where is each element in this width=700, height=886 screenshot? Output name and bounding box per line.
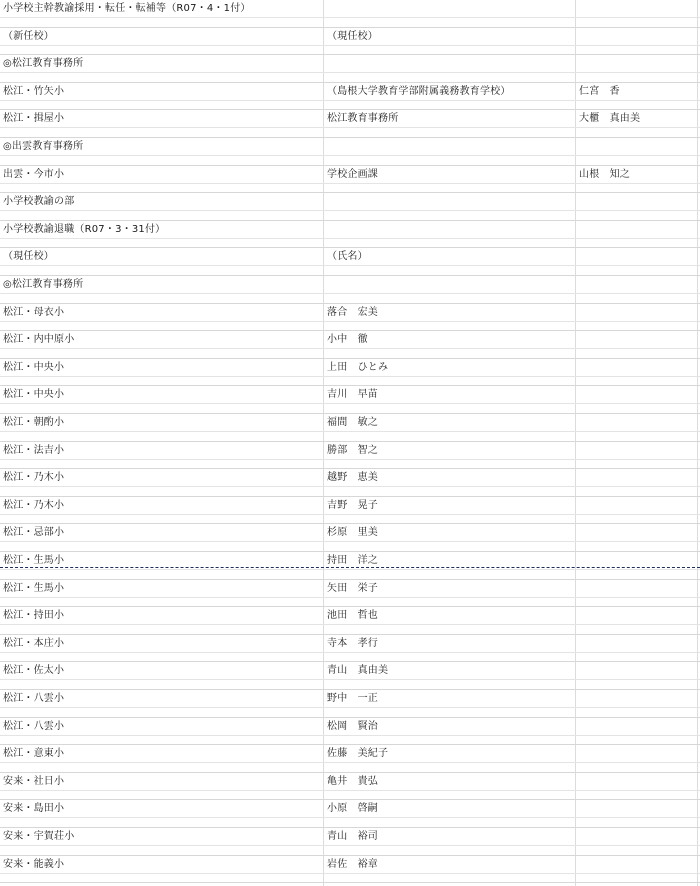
table-row [0,773,700,801]
cell-origin-or-name[interactable]: 小中 徹 [327,334,368,346]
cell-name[interactable] [576,442,699,459]
cell-name[interactable] [576,248,699,265]
cell-origin-or-name[interactable]: 上田 ひとみ [327,361,389,373]
cell-origin-or-name[interactable]: 矢田 栄子 [327,582,378,594]
cell-school[interactable]: 松江・朝酌小 [3,417,65,428]
row-subline [0,597,700,598]
cell-origin-or-name[interactable]: 吉野 晃子 [327,499,378,511]
row-subline [0,459,700,460]
row-subline [0,45,700,46]
cell-school[interactable]: ◎出雲教育事務所 [3,141,84,152]
table-row [0,580,700,608]
cell-school[interactable]: 松江・母衣小 [3,306,65,318]
cell-origin-or-name[interactable]: 松岡 賢治 [327,720,378,732]
row-subline [0,873,700,874]
row-subline [0,431,700,432]
cell-school[interactable]: 出雲・今市小 [3,168,65,180]
cell-name[interactable] [576,773,699,790]
cell-origin-or-name[interactable]: 吉川 早苗 [327,389,378,401]
cell-name[interactable] [576,0,699,17]
table-row [0,138,700,166]
table-row [0,497,700,525]
cell-school[interactable]: 小学校教諭の部 [3,196,75,208]
table-row [0,469,700,497]
cell-origin-or-name[interactable] [324,221,575,238]
cell-name[interactable] [576,193,699,210]
row-subline [0,569,700,570]
cell-name[interactable] [576,800,699,817]
cell-name[interactable] [576,828,699,845]
cell-school[interactable]: ◎松江教育事務所 [3,279,84,290]
row-subline [0,514,700,515]
cell-name[interactable] [576,414,699,431]
cell-school[interactable]: 松江・忌部小 [3,527,65,539]
table-row [0,828,700,856]
table-row [0,304,700,332]
cell-school[interactable]: ◎松江教育事務所 [3,58,84,70]
cell-origin-or-name[interactable]: 越野 恵美 [327,472,378,484]
cell-school[interactable]: 松江・生馬小 [3,555,65,566]
cell-name[interactable] [576,221,699,238]
table-row [0,166,700,194]
cell-school[interactable]: 小学校教諭退職（R07・3・31付） [3,223,166,235]
table-row [0,221,700,249]
cell-name[interactable] [576,359,699,376]
cell-origin-or-name[interactable]: （島根大学教育学部附属義務教育学校） [327,85,511,97]
cell-name[interactable] [576,304,699,321]
cell-origin-or-name[interactable] [324,0,575,17]
cell-school[interactable]: 安来・能義小 [3,858,65,870]
row-subline [0,100,700,101]
table-row [0,248,700,276]
cell-name[interactable]: 山根 知之 [579,168,630,180]
cell-origin-or-name[interactable]: 持田 洋之 [327,555,378,566]
cell-name[interactable] [576,138,699,155]
row-subline [0,265,700,266]
cell-school[interactable]: 松江・中央小 [3,361,65,373]
cell-school[interactable]: 小学校主幹教諭採用・転任・転補等（R07・4・1付） [3,3,251,14]
cell-origin-or-name[interactable] [324,55,575,72]
cell-school[interactable]: 松江・内中原小 [3,334,75,346]
cell-school[interactable]: 松江・意東小 [3,748,65,760]
cell-origin-or-name[interactable]: 落合 宏美 [327,306,378,318]
table-row [0,662,700,690]
table-row [0,800,700,828]
cell-origin-or-name[interactable]: 杉原 里美 [327,527,378,539]
row-subline [0,817,700,818]
cell-school[interactable]: 松江・本庄小 [3,637,65,649]
cell-name[interactable] [576,497,699,514]
row-subline [0,155,700,156]
table-row [0,718,700,746]
table-row [0,745,700,773]
cell-school[interactable]: 松江・乃木小 [3,499,65,511]
table-row [0,552,700,580]
cell-origin-or-name[interactable]: 福間 敏之 [327,417,378,428]
row-subline [0,183,700,184]
row-subline [0,210,700,211]
cell-origin-or-name[interactable]: 松江教育事務所 [327,113,399,125]
cell-name[interactable] [576,607,699,624]
row-subline [0,376,700,377]
row-subline [0,790,700,791]
row-subline [0,127,700,128]
cell-origin-or-name[interactable] [324,138,575,155]
cell-origin-or-name[interactable] [324,276,575,293]
page-break-line [0,567,700,568]
cell-school[interactable]: 松江・揖屋小 [3,113,65,125]
cell-name[interactable] [576,718,699,735]
row-subline [0,541,700,542]
cell-school[interactable]: 松江・乃木小 [3,472,65,484]
cell-school[interactable]: 松江・八雲小 [3,720,65,732]
cell-name[interactable] [576,856,699,873]
table-row [0,442,700,470]
cell-origin-or-name[interactable]: 池田 哲也 [327,610,378,622]
cell-school[interactable]: 松江・持田小 [3,610,65,622]
row-subline [0,624,700,625]
cell-origin-or-name[interactable]: （氏名） [327,251,368,263]
row-subline [0,762,700,763]
table-row [0,386,700,414]
table-row [0,856,700,884]
cell-school[interactable]: 松江・法吉小 [3,444,65,456]
cell-school[interactable]: 安来・社日小 [3,775,65,787]
row-subline [0,348,700,349]
table-row [0,635,700,663]
row-subline [0,486,700,487]
cell-origin-or-name[interactable]: 岩佐 裕章 [327,858,378,870]
cell-origin-or-name[interactable]: 寺本 孝行 [327,637,378,649]
cell-origin-or-name[interactable]: 野中 一正 [327,693,378,704]
row-subline [0,403,700,404]
table-row [0,607,700,635]
cell-origin-or-name[interactable]: 小原 啓嗣 [327,803,378,815]
cell-school[interactable]: 松江・佐太小 [3,665,65,677]
table-row [0,28,700,56]
cell-origin-or-name[interactable]: 亀井 貴弘 [327,775,378,787]
cell-name[interactable] [576,55,699,72]
cell-school[interactable]: （新任校） [3,30,54,42]
cell-name[interactable] [576,662,699,679]
cell-origin-or-name[interactable] [324,193,575,210]
table-row [0,414,700,442]
table-row [0,690,700,718]
cell-name[interactable] [576,690,699,707]
row-subline [0,238,700,239]
cell-name[interactable] [576,580,699,597]
cell-origin-or-name[interactable]: 佐藤 美紀子 [327,748,389,760]
cell-school[interactable]: 安来・宇賀荘小 [3,831,75,842]
cell-school[interactable]: 松江・中央小 [3,389,65,401]
cell-origin-or-name[interactable]: （現任校） [327,30,378,42]
row-subline [0,652,700,653]
row-subline [0,735,700,736]
row-subline [0,72,700,73]
cell-school[interactable]: （現任校） [3,251,54,263]
table-row [0,524,700,552]
cell-name[interactable]: 大櫃 真由美 [579,113,641,125]
table-row [0,55,700,83]
cell-origin-or-name[interactable]: 青山 真由美 [327,665,389,677]
table-row [0,110,700,138]
cell-school[interactable]: 松江・八雲小 [3,693,65,704]
cell-name[interactable] [576,524,699,541]
cell-school[interactable]: 松江・竹矢小 [3,85,65,97]
row-subline [0,321,700,322]
cell-origin-or-name[interactable]: 青山 裕司 [327,831,378,842]
cell-name[interactable] [576,331,699,348]
cell-name[interactable] [576,469,699,486]
row-subline [0,845,700,846]
row-subline [0,679,700,680]
row-subline [0,707,700,708]
cell-name[interactable] [576,28,699,45]
table-row [0,359,700,387]
cell-name[interactable] [576,635,699,652]
row-subline [0,17,700,18]
cell-origin-or-name[interactable]: 学校企画課 [327,168,378,180]
cell-name[interactable]: 仁宮 香 [579,85,620,97]
cell-school[interactable]: 松江・生馬小 [3,582,65,594]
table-row [0,276,700,304]
cell-name[interactable] [576,745,699,762]
table-row [0,0,700,28]
table-row [0,83,700,111]
table-row [0,331,700,359]
cell-name[interactable] [576,276,699,293]
cell-name[interactable] [576,386,699,403]
table-row [0,193,700,221]
cell-school[interactable]: 安来・島田小 [3,803,65,815]
cell-origin-or-name[interactable]: 勝部 智之 [327,444,378,456]
row-subline [0,293,700,294]
